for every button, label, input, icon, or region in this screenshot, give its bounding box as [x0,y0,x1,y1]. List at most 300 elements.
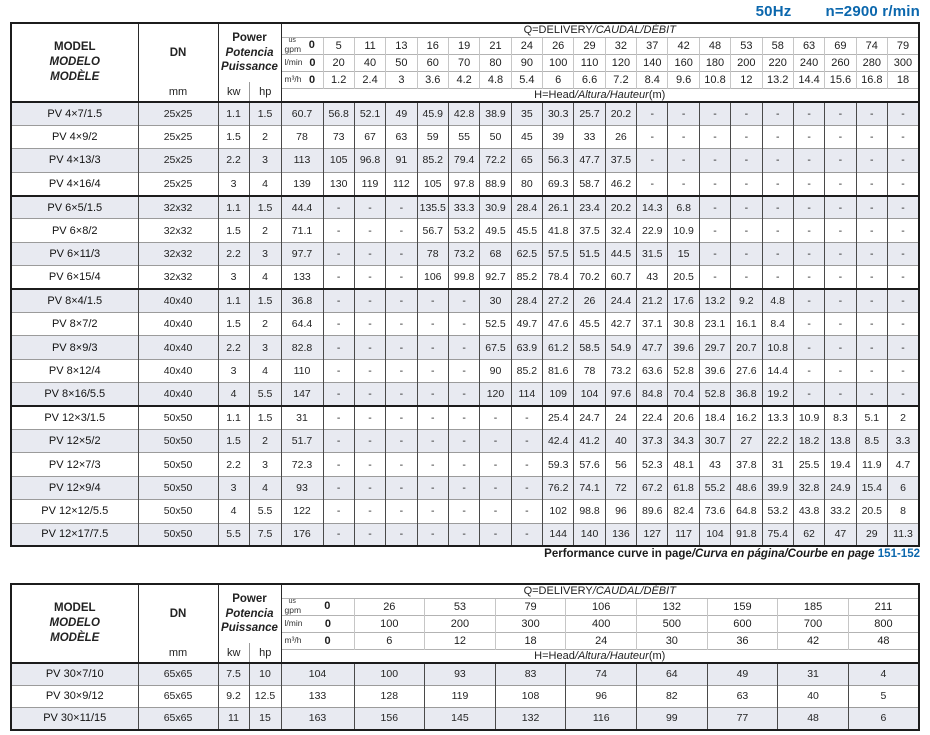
flow-m3h-unit-text: m³/h [284,635,302,646]
model-header-line: MODELO [49,617,100,630]
table-row [11,219,919,242]
flow-gpm-value-cell: 58 [762,37,793,54]
head-value-cell: 79.4 [448,149,479,172]
head-value-cell: 25.7 [574,102,605,125]
model-cell: PV 12×7/3 [11,453,138,476]
head-value-cell: 13.2 [699,289,730,312]
head-value-cell: 35 [511,102,542,125]
flow-gpm-value-cell: 19 [448,37,479,54]
head-value-cell: 39.9 [762,476,793,499]
head-value-cell: 20.7 [731,336,762,359]
table-row [11,266,919,289]
head-value-cell: 69.3 [543,172,574,195]
head-value-cell: 29.7 [699,336,730,359]
head-value-cell: 61.2 [543,336,574,359]
header-title-row [11,23,919,37]
head-value-cell: - [386,242,417,265]
flow-gpm-label-cell [281,598,354,615]
hp-cell: 5.5 [249,383,281,406]
head-value-cell: 78 [574,359,605,382]
power-title-line: Potencia [225,46,274,59]
head-value-cell: - [887,289,919,312]
dn-cell: 40x40 [138,289,218,312]
head-value-cell: 3.3 [887,429,919,452]
head-value-cell: - [448,359,479,382]
head-value-cell: 145 [425,707,496,729]
flow-m3h-value-cell: 16.8 [856,71,887,88]
flow-m3h-value-cell: 10.8 [699,71,730,88]
head-value-cell: - [417,429,448,452]
head-value-cell: 4.8 [762,289,793,312]
head-value-cell: 58.5 [574,336,605,359]
pt1-table [10,22,920,547]
head-value-cell: 15.4 [856,476,887,499]
dn-cell: 25x25 [138,125,218,148]
head-value-cell: 19.4 [825,453,856,476]
head-value-cell: 68 [480,242,511,265]
head-value-cell: - [323,289,354,312]
table-row [11,476,919,499]
power-title-lines [219,585,281,643]
head-value-cell: 27.2 [543,289,574,312]
head-value-cell: 122 [281,500,323,523]
pt2-table [10,583,920,731]
head-value-cell: 25.5 [793,453,824,476]
head-value-cell: - [323,453,354,476]
head-value-cell: 105 [323,149,354,172]
kw-cell: 1.1 [218,406,249,429]
flow-m3h-value-cell: 18 [887,71,919,88]
head-value-cell: - [856,383,887,406]
head-value-cell: - [668,102,699,125]
flow-gpm-value-cell: 132 [637,598,708,615]
head-value-cell: 64 [637,663,708,685]
hp-cell: 4 [249,476,281,499]
head-value-cell: 26.1 [543,196,574,219]
flow-m3h-value-cell: 12 [425,632,496,649]
head-value-cell: 93 [425,663,496,685]
flow-lmin-value-cell: 800 [848,615,919,632]
head-value-cell: - [699,125,730,148]
head-value-cell: - [323,336,354,359]
table-row [11,663,919,685]
flow-m3h-value-cell: 12 [731,71,762,88]
head-value-cell: - [323,383,354,406]
head-value-cell: - [699,172,730,195]
kw-cell: 7.5 [218,663,249,685]
head-value-cell: 11.9 [856,453,887,476]
head-value-cell: - [323,242,354,265]
head-value-cell: 30.3 [543,102,574,125]
head-value-cell: - [793,383,824,406]
head-value-cell: - [386,523,417,546]
head-value-cell: 39.6 [699,359,730,382]
table-row [11,359,919,382]
head-value-cell: - [699,219,730,242]
dn-cell: 25x25 [138,149,218,172]
head-value-cell: - [887,102,919,125]
performance-table-1 [10,22,920,547]
head-value-cell: - [762,172,793,195]
head-value-cell: - [417,500,448,523]
hp-cell: 3 [249,242,281,265]
head-value-cell: - [323,406,354,429]
flow-gpm-value-cell: 42 [668,37,699,54]
head-value-cell: 5 [848,685,919,707]
head-value-cell: - [354,500,385,523]
head-value-cell: 57.5 [543,242,574,265]
hp-unit-label: hp [249,643,281,662]
hp-cell: 1.5 [249,102,281,125]
head-value-cell: 43 [637,266,668,289]
hp-cell: 15 [249,707,281,729]
head-value-cell: 8 [887,500,919,523]
head-value-cell: 52.8 [699,383,730,406]
head-value-cell: 25.4 [543,406,574,429]
model-cell: PV 4×16/4 [11,172,138,195]
head-value-cell: 6 [887,476,919,499]
head-value-cell: 48 [778,707,849,729]
flow-lmin-label-cell [281,615,354,632]
head-value-cell: 82.4 [668,500,699,523]
head-value-cell: - [386,406,417,429]
head-value-cell: - [480,500,511,523]
head-value-cell: 31 [778,663,849,685]
model-cell: PV 8×9/3 [11,336,138,359]
model-cell: PV 4×9/2 [11,125,138,148]
head-value-cell: 71.1 [281,219,323,242]
head-value-cell: 109 [543,383,574,406]
head-value-cell: 26 [605,125,636,148]
head-value-cell: 47.6 [543,313,574,336]
head-value-cell: 60.7 [281,102,323,125]
head-value-cell: - [448,500,479,523]
kw-cell: 2.2 [218,336,249,359]
head-value-cell: 45 [511,125,542,148]
model-cell: PV 30×9/12 [11,685,138,707]
head-value-cell: - [417,359,448,382]
flow-gpm-unit-text: gpm [284,604,302,615]
head-value-cell: 30 [480,289,511,312]
head-value-cell: 78 [281,125,323,148]
head-value-cell: 38.9 [480,102,511,125]
head-value-cell: - [386,359,417,382]
model-cell: PV 12×5/2 [11,429,138,452]
head-value-cell: 104 [281,663,354,685]
head-value-cell: 52.1 [354,102,385,125]
head-value-cell: 135.5 [417,196,448,219]
flow-lmin-value-cell: 300 [495,615,566,632]
performance-table-2 [10,583,920,731]
flow-gpm-value-cell: 79 [887,37,919,54]
kw-unit-label: kw [227,85,241,98]
head-value-cell: - [323,359,354,382]
head-value-cell: - [448,289,479,312]
head-value-cell: - [731,149,762,172]
power-unit-row [219,643,281,662]
flow-lmin-value-cell: 280 [856,54,887,71]
head-title-en: H=Head [534,649,575,662]
head-value-cell: - [825,149,856,172]
head-value-cell: - [323,500,354,523]
head-value-cell: - [480,453,511,476]
head-value-cell: 10.9 [793,406,824,429]
flow-lmin-label-box [282,618,354,630]
head-value-cell: 47.7 [574,149,605,172]
head-value-cell: 2 [887,406,919,429]
table-row [11,500,919,523]
table-row [11,707,919,729]
head-value-cell: 73.2 [448,242,479,265]
head-value-cell: - [731,172,762,195]
flow-lmin-zero-value: 0 [324,617,332,630]
head-value-cell: - [448,406,479,429]
head-value-cell: - [323,219,354,242]
head-value-cell: - [354,429,385,452]
head-value-cell: - [887,219,919,242]
head-value-cell: - [417,289,448,312]
flow-lmin-unit-label [285,58,303,66]
head-value-cell: - [793,289,824,312]
head-value-cell: - [762,149,793,172]
flow-gpm-value-cell: 29 [574,37,605,54]
flow-lmin-value-cell: 700 [778,615,849,632]
head-value-cell: - [856,172,887,195]
table-row [11,242,919,265]
head-value-cell: - [323,266,354,289]
head-value-cell: 63.9 [511,336,542,359]
head-value-cell: - [511,429,542,452]
head-value-cell: - [699,242,730,265]
head-value-cell: - [887,266,919,289]
table-row [11,125,919,148]
head-value-cell: - [793,196,824,219]
head-value-cell: 21.2 [637,289,668,312]
head-value-cell: 72.2 [480,149,511,172]
dn-cell: 40x40 [138,336,218,359]
hp-cell: 3 [249,453,281,476]
head-value-cell: - [856,125,887,148]
head-value-cell: - [762,266,793,289]
flow-m3h-value-cell: 48 [848,632,919,649]
kw-cell: 1.5 [218,313,249,336]
note-text-translations: /Curva en página/Courbe en page [691,548,875,560]
flow-m3h-value-cell: 30 [637,632,708,649]
head-value-cell: - [793,149,824,172]
flow-m3h-value-cell: 4.2 [448,71,479,88]
model-cell: PV 6×8/2 [11,219,138,242]
flow-m3h-value-cell: 9.6 [668,71,699,88]
head-value-cell: - [762,196,793,219]
dn-cell: 40x40 [138,313,218,336]
head-value-cell: 85.2 [511,266,542,289]
head-value-cell: 44.4 [281,196,323,219]
head-value-cell: 62 [793,523,824,546]
dn-cell: 50x50 [138,500,218,523]
flow-lmin-unit-label [285,619,303,627]
head-value-cell: - [793,242,824,265]
head-value-cell: - [699,196,730,219]
head-value-cell: 20.5 [668,266,699,289]
flow-lmin-value-cell: 70 [448,54,479,71]
table-row [11,336,919,359]
head-value-cell: 30.7 [699,429,730,452]
head-value-cell: - [354,336,385,359]
table-row [11,196,919,219]
flow-gpm-value-cell: 69 [825,37,856,54]
head-value-cell: 16.2 [731,406,762,429]
head-value-cell: - [480,406,511,429]
kw-cell: 5.5 [218,523,249,546]
head-value-cell: - [793,172,824,195]
model-cell: PV 8×16/5.5 [11,383,138,406]
model-header-box [12,585,138,662]
head-value-cell: 48.1 [668,453,699,476]
head-value-cell: 8.4 [762,313,793,336]
head-value-cell: 42.7 [605,313,636,336]
head-value-cell: 92.7 [480,266,511,289]
head-value-cell: 80 [511,172,542,195]
head-value-cell: 20.5 [856,500,887,523]
head-value-cell: - [856,313,887,336]
head-value-cell: 96 [566,685,637,707]
head-value-cell: - [323,429,354,452]
dn-title-box [139,24,218,82]
kw-cell: 1.5 [218,219,249,242]
head-value-cell: - [637,125,668,148]
head-value-cell: 78.4 [543,266,574,289]
head-value-cell: - [887,172,919,195]
table-row [11,102,919,125]
flow-m3h-value-cell: 15.6 [825,71,856,88]
head-value-cell: 58.7 [574,172,605,195]
head-value-cell: 45.9 [417,102,448,125]
dn-title: DN [169,607,187,620]
flow-m3h-unit-label [285,75,302,83]
head-value-cell: 102 [543,500,574,523]
flow-m3h-zero-value: 0 [324,634,331,647]
head-value-cell: - [354,523,385,546]
head-value-cell: - [323,196,354,219]
head-value-cell: 4 [848,663,919,685]
head-value-cell: 74 [566,663,637,685]
head-value-cell: 29 [856,523,887,546]
head-value-cell: - [386,266,417,289]
dn-cell: 50x50 [138,476,218,499]
head-value-cell: 56.3 [543,149,574,172]
head-value-cell: 32.8 [793,476,824,499]
flow-gpm-label-box [282,38,323,53]
head-value-cell: 5.1 [856,406,887,429]
head-value-cell: - [793,102,824,125]
head-value-cell: 39.6 [668,336,699,359]
flow-lmin-value-cell: 50 [386,54,417,71]
head-value-cell: 73.2 [605,359,636,382]
head-value-cell: 52.8 [668,359,699,382]
head-value-cell: - [386,219,417,242]
model-cell: PV 8×7/2 [11,313,138,336]
head-value-cell: - [887,196,919,219]
flow-gpm-value-cell: 185 [778,598,849,615]
head-value-cell: - [825,289,856,312]
hp-cell: 2 [249,429,281,452]
head-value-cell: - [323,313,354,336]
kw-cell: 1.5 [218,429,249,452]
dn-cell: 65x65 [138,707,218,729]
head-value-cell: - [731,125,762,148]
dn-header-cell [138,23,218,102]
head-value-cell: 49 [386,102,417,125]
head-value-cell: 18.4 [699,406,730,429]
dn-header-cell [138,584,218,663]
head-value-cell: 33.2 [825,500,856,523]
head-value-cell: - [354,453,385,476]
kw-cell: 1.5 [218,125,249,148]
hp-cell: 12.5 [249,685,281,707]
dn-header-box [139,585,218,662]
head-value-cell: 156 [354,707,425,729]
dn-header-box [139,24,218,101]
head-value-cell: 64.8 [731,500,762,523]
flow-lmin-value-cell: 40 [354,54,385,71]
performance-curve-note [10,548,920,560]
head-value-cell: 47 [825,523,856,546]
flow-m3h-value-cell: 1.2 [323,71,354,88]
head-value-cell: - [354,242,385,265]
head-value-cell: - [417,313,448,336]
hp-cell: 10 [249,663,281,685]
flow-gpm-unit-text: us [288,598,296,606]
head-value-cell: 14.3 [637,196,668,219]
kw-cell: 4 [218,500,249,523]
speed-label: n=2900 r/min [825,3,920,20]
flow-m3h-unit-text: m³/h [284,74,302,85]
power-unit-row [219,82,281,101]
power-header-box [219,24,281,101]
model-header-lines [12,585,138,662]
flow-lmin-label-cell [281,54,323,71]
model-header-line: MODEL [53,41,96,54]
table-row [11,383,919,406]
table-row [11,149,919,172]
head-value-cell: - [354,359,385,382]
flow-m3h-value-cell: 18 [495,632,566,649]
head-title-cell [281,88,919,102]
head-value-cell: - [856,359,887,382]
kw-cell: 1.1 [218,289,249,312]
head-value-cell: 74.1 [574,476,605,499]
model-cell: PV 6×15/4 [11,266,138,289]
head-value-cell: - [825,359,856,382]
kw-cell: 1.1 [218,102,249,125]
head-value-cell: 82.8 [281,336,323,359]
head-value-cell: - [793,359,824,382]
head-value-cell: - [448,313,479,336]
delivery-title-cell [281,23,919,37]
flow-gpm-value-cell: 5 [323,37,354,54]
table-row [11,453,919,476]
head-value-cell: - [511,500,542,523]
head-value-cell: - [448,383,479,406]
head-value-cell: 56 [605,453,636,476]
table-row [11,685,919,707]
head-value-cell: 41.2 [574,429,605,452]
model-cell: PV 12×3/1.5 [11,406,138,429]
head-value-cell: 30.9 [480,196,511,219]
head-value-cell: - [417,453,448,476]
head-value-cell: - [887,359,919,382]
head-value-cell: - [480,476,511,499]
